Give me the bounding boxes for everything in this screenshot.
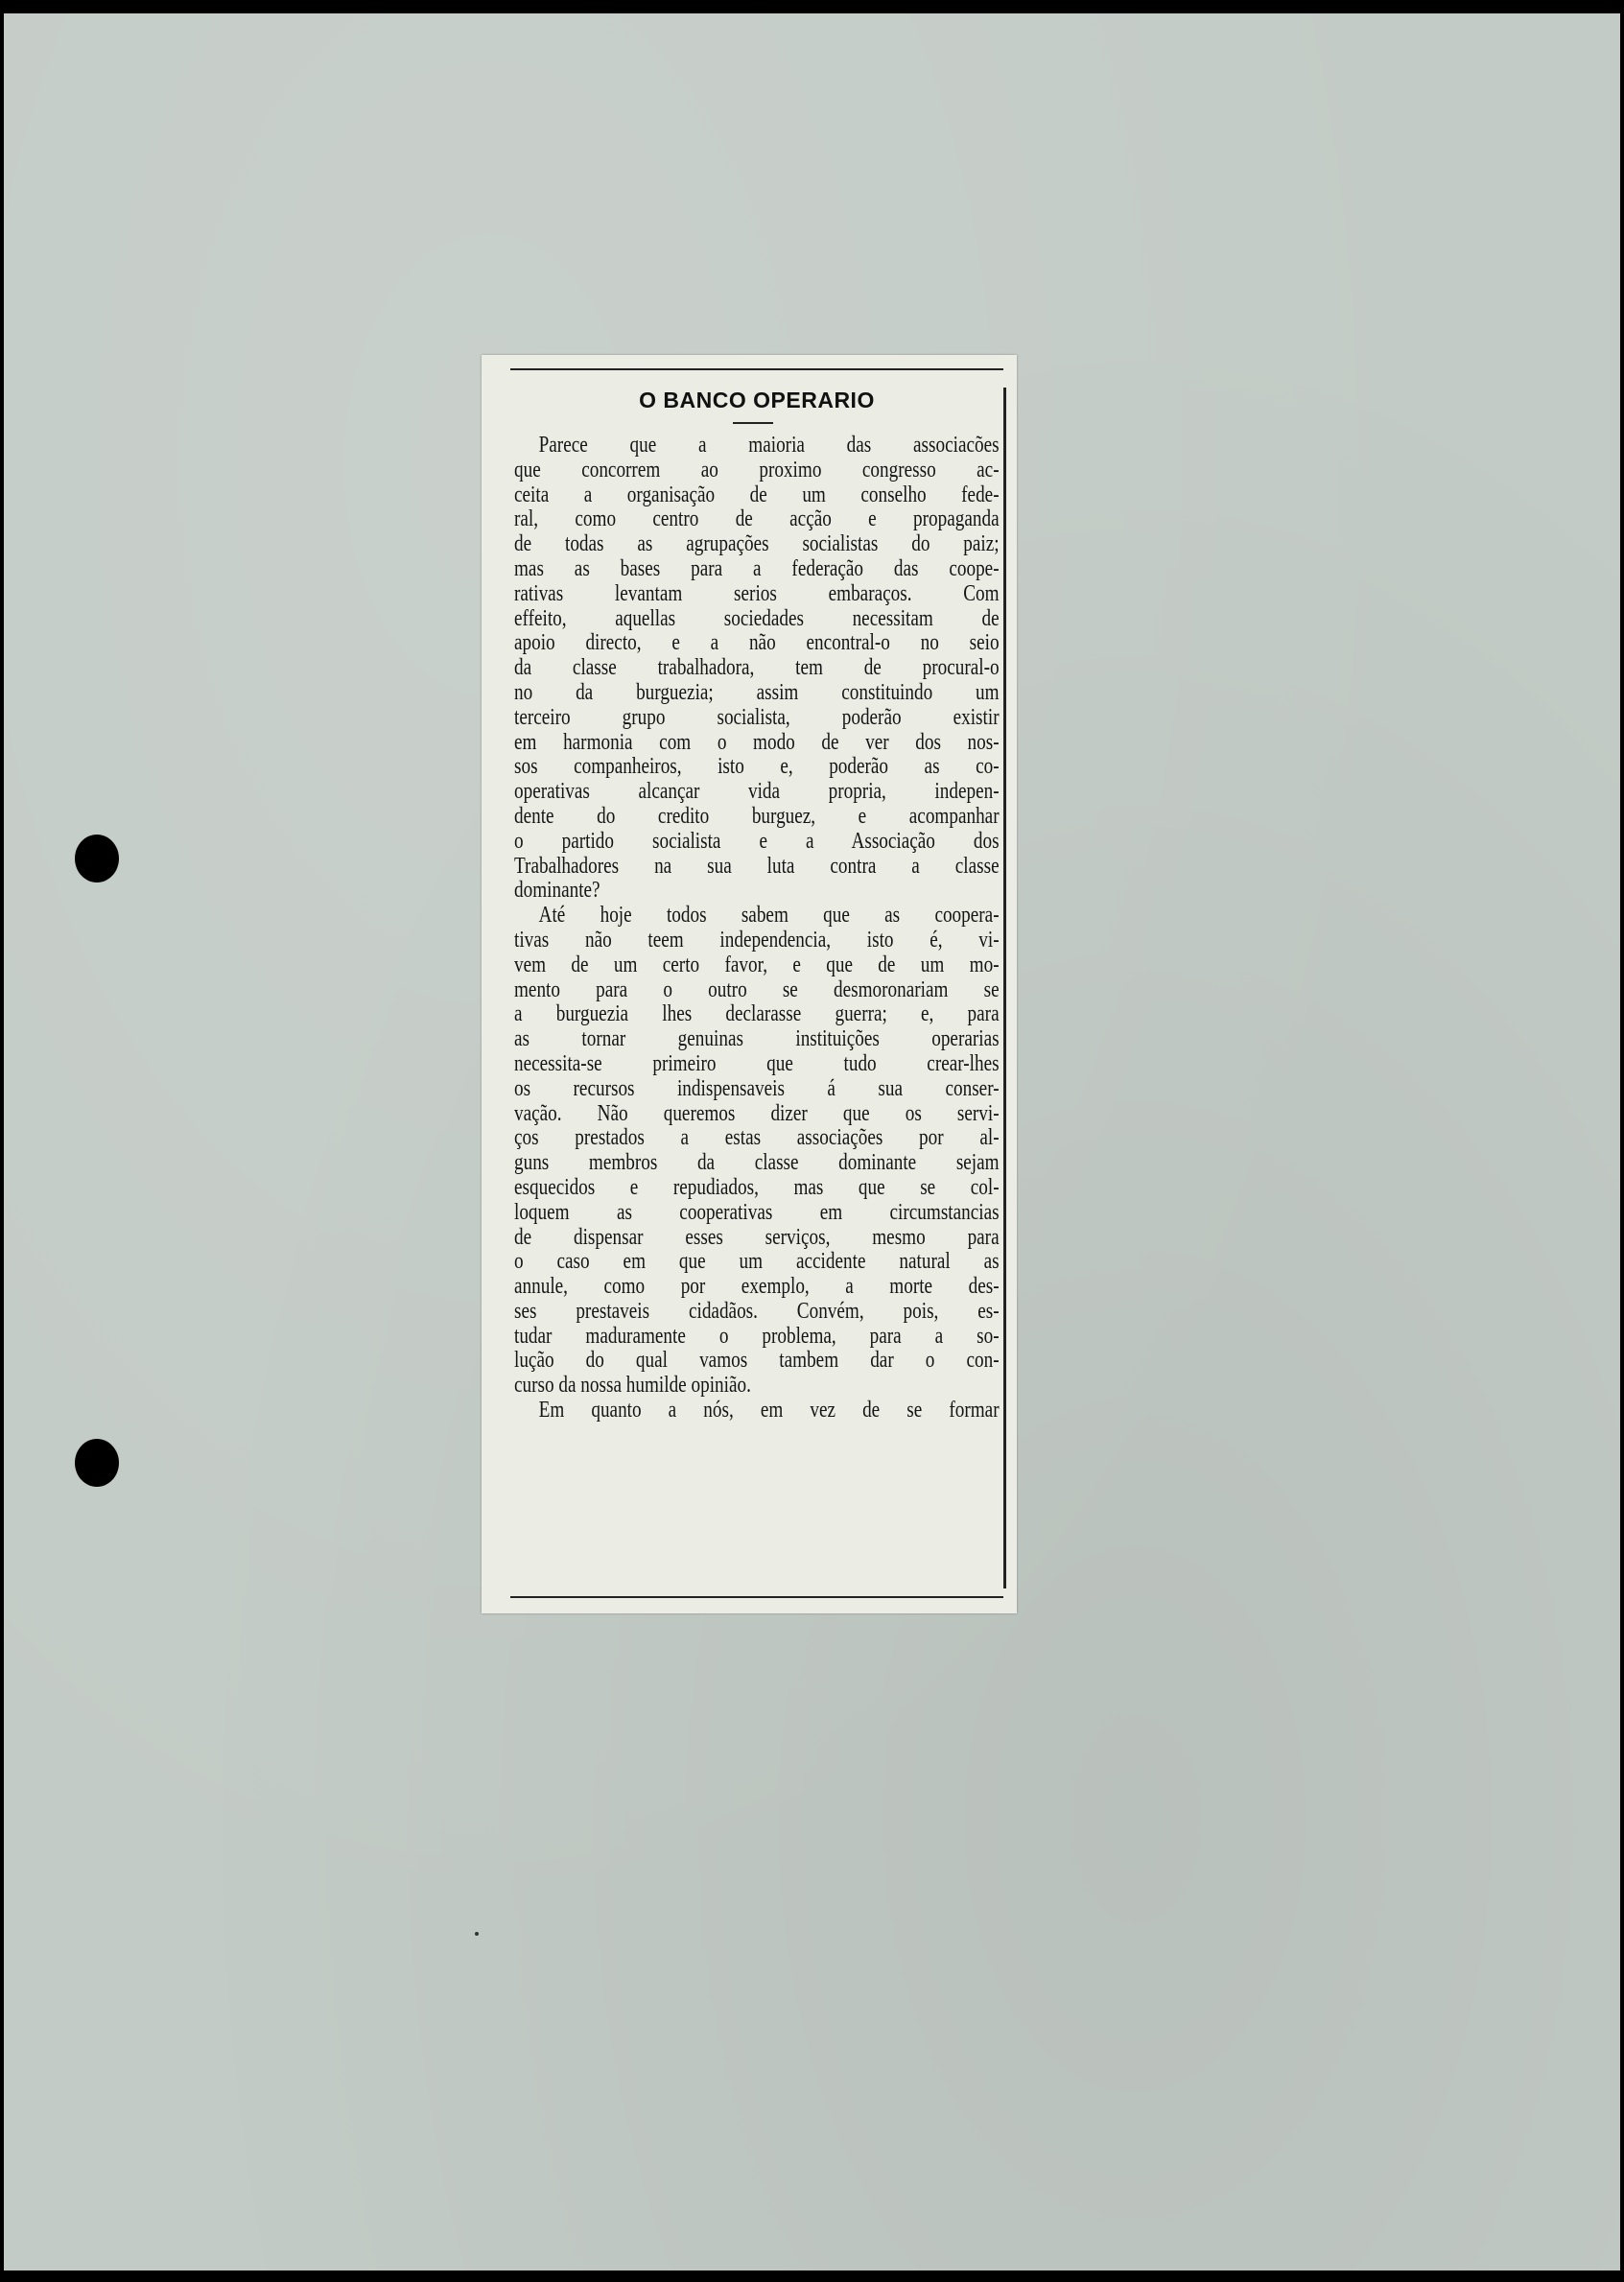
archive-sheet	[4, 13, 1620, 2270]
article-line: vação. Não queremos dizer que os servi-	[514, 1100, 1000, 1126]
article-headline: O BANCO OPERARIO	[639, 388, 875, 412]
article-line: Parece que a maioria das associacões	[538, 433, 1000, 458]
article-line: o caso em que um accidente natural as	[514, 1249, 1000, 1275]
article-line: ços prestados a estas associações por al-	[514, 1125, 1000, 1151]
article-line: necessita-se primeiro que tudo crear-lhes	[514, 1050, 1000, 1076]
article-line: que concorrem ao proximo congresso ac-	[514, 457, 1000, 482]
article-body	[514, 434, 1000, 1423]
article-line: effeito, aquellas sociedades necessitam de	[514, 605, 1000, 631]
article-line: tivas não teem independencia, isto é, vi-	[514, 927, 1000, 953]
article-line: guns membros da classe dominante sejam	[514, 1150, 1000, 1176]
article-line: dente do credito burguez, e acompanhar	[514, 803, 1000, 829]
top-rule	[510, 368, 1003, 370]
article-line: os recursos indispensaveis á sua conser-	[514, 1075, 1000, 1101]
article-line: tudar maduramente o problema, para a so-	[514, 1323, 1000, 1349]
article-line: em harmonia com o modo de ver dos nos-	[514, 729, 1000, 755]
article-line: de dispensar esses serviços, mesmo para	[514, 1224, 1000, 1250]
article-line: operativas alcançar vida propria, indepen-	[514, 779, 1000, 805]
article-line: Até hoje todos sabem que as coopera-	[538, 903, 1000, 929]
headline-dash	[733, 422, 773, 424]
article-line: apoio directo, e a não encontral-o no seio	[514, 630, 1000, 656]
article-line: vem de um certo favor, e que de um mo-	[514, 952, 1000, 977]
article-line: Em quanto a nós, em vez de se formar	[538, 1398, 1000, 1423]
article-line: lução do qual vamos tambem dar o con-	[514, 1348, 1000, 1374]
article-line: terceiro grupo socialista, poderão existir	[514, 704, 1000, 730]
bottom-rule	[510, 1596, 1003, 1598]
article-line: dominante?	[514, 878, 600, 904]
article-line: ral, como centro de acção e propaganda	[514, 506, 1000, 532]
newspaper-clipping	[482, 355, 1017, 1613]
article-line: curso da nossa humilde opinião.	[514, 1373, 751, 1399]
article-line: ceita a organisação de um conselho fede-	[514, 482, 1000, 507]
article-line: mas as bases para a federação das coope-	[514, 555, 1000, 581]
article-line: as tornar genuinas instituições operarias	[514, 1026, 1000, 1052]
article-line: rativas levantam serios embaraços. Com	[514, 580, 1000, 606]
article-line: da classe trabalhadora, tem de procural-o	[514, 655, 1000, 681]
punch-hole	[75, 1439, 119, 1487]
article-line: a burguezia lhes declarasse guerra; e, para	[514, 1001, 1000, 1027]
article-line: Trabalhadores na sua luta contra a classe	[514, 853, 1000, 879]
article-line: no da burguezia; assim constituindo um	[514, 679, 1000, 705]
punch-hole	[75, 835, 119, 882]
article-line: esquecidos e repudiados, mas que se col-	[514, 1174, 1000, 1200]
article-line: mento para o outro se desmoronariam se	[514, 976, 1000, 1002]
article-line: sos companheiros, isto e, poderão as co-	[514, 754, 1000, 780]
article-line: loquem as cooperativas em circumstancias	[514, 1199, 1000, 1225]
column-rule	[1003, 388, 1006, 1588]
article-line: annule, como por exemplo, a morte des-	[514, 1274, 1000, 1300]
paper-speck	[475, 1932, 479, 1936]
article-line: o partido socialista e a Associação dos	[514, 828, 1000, 854]
article-line: de todas as agrupações socialistas do paiz;	[514, 531, 1000, 557]
article-line: ses prestaveis cidadãos. Convém, pois, es-	[514, 1298, 1000, 1324]
